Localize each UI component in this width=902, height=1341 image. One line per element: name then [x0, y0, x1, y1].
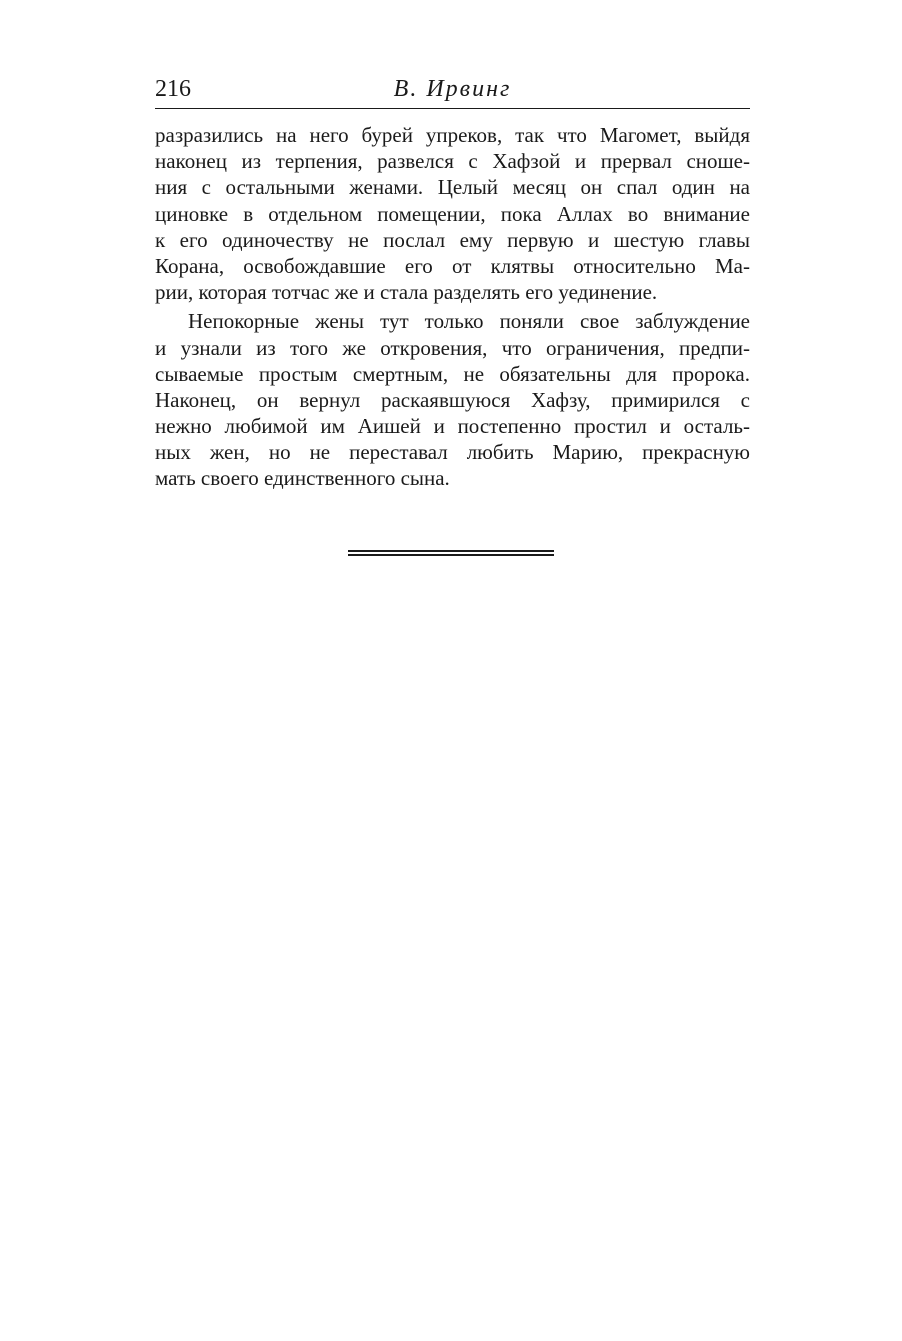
text-line: Наконец, он вернул раскаявшуюся Хафзу, примирился с	[155, 387, 750, 412]
text-line: к его одиночеству не послал ему первую и шестую главы	[155, 227, 750, 252]
page-number: 216	[155, 76, 191, 102]
paragraph	[155, 308, 750, 491]
text-line: наконец из терпения, развелся с Хафзой и прервал сноше-	[155, 149, 750, 174]
text-line: Корана, освобождавшие его от клятвы относительно Ма-	[155, 253, 750, 278]
text-line: ных жен, но не переставал любить Марию, прекрасную	[155, 440, 750, 465]
running-head	[155, 74, 750, 109]
text-line: сываемые простым смертным, не обязательны для пророка.	[155, 361, 750, 386]
text-line: нежно любимой им Аишей и постепенно простил и осталь-	[155, 414, 750, 439]
rule-line-bottom	[348, 554, 554, 556]
text-line: рии, которая тотчас же и стала разделять его уединение.	[155, 280, 658, 305]
text-line: циновке в отдельном помещении, пока Аллах во внимание	[155, 201, 750, 226]
text-line: и узнали из того же откровения, что ограничения, предпи-	[155, 335, 750, 360]
rule-line-top	[348, 550, 554, 552]
body-text	[155, 122, 750, 492]
text-line: ния с остальными женами. Целый месяц он спал один на	[155, 175, 750, 200]
text-line: мать своего единственного сына.	[155, 466, 450, 491]
text-line: Непокорные жены тут только поняли свое заблуждение	[188, 309, 750, 334]
paragraph	[155, 122, 750, 305]
section-end-rule	[348, 550, 554, 556]
text-line: разразились на него бурей упреков, так что Магомет, выйдя	[155, 123, 750, 147]
running-title: В. Ирвинг	[393, 76, 512, 102]
book-page	[155, 0, 750, 1341]
